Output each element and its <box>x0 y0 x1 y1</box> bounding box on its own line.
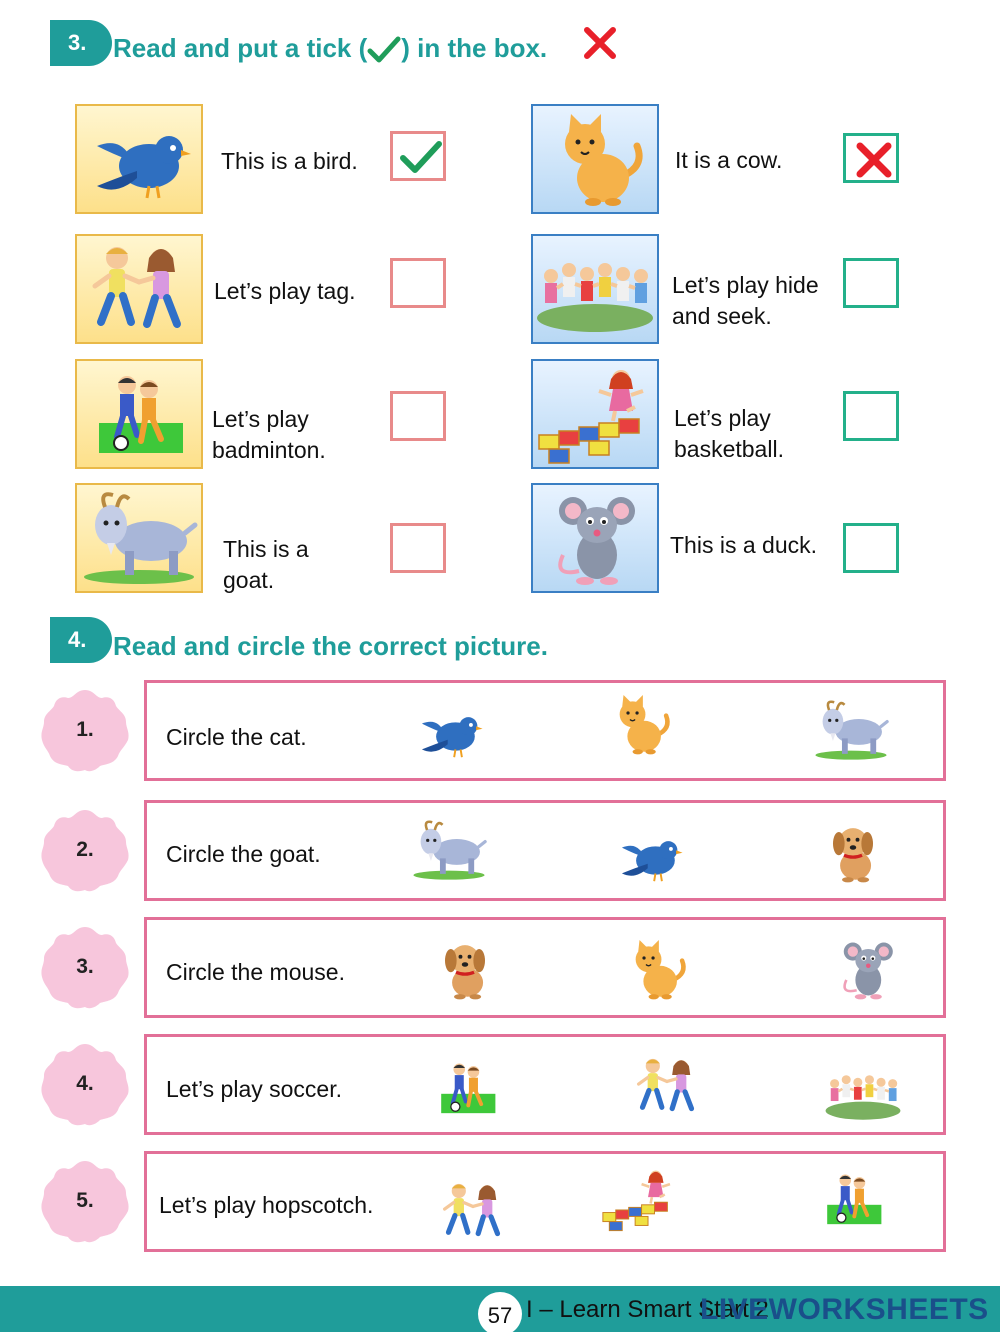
row-1-text: Circle the cat. <box>166 724 307 750</box>
row-3-number: 3. <box>76 955 94 978</box>
row-5-number: 5. <box>76 1189 94 1212</box>
kids-playing-soccer-icon <box>427 1053 507 1123</box>
dog-icon <box>425 934 505 1004</box>
section-3-title <box>113 33 547 65</box>
row-3-number-badge <box>38 923 132 1011</box>
picture-hide-seek-kids <box>531 234 659 344</box>
picture-tag-kids <box>75 234 203 344</box>
kids-playing-soccer-icon <box>813 1164 893 1234</box>
section-3-title-before: Read and put a tick ( <box>113 33 368 63</box>
section-4-badge <box>50 617 112 663</box>
row-4-option-tag-kids[interactable] <box>627 1051 707 1121</box>
section-3-number: 3. <box>68 30 87 55</box>
picture-cat <box>531 104 659 214</box>
circle-row-3 <box>144 917 946 1018</box>
row-2-number: 2. <box>76 838 94 861</box>
picture-soccer-kids <box>75 359 203 469</box>
row-1-number: 1. <box>76 718 94 741</box>
answer-box-5[interactable] <box>843 133 899 183</box>
row-2-option-goat[interactable] <box>409 815 489 885</box>
row-4-option-hide-seek-kids[interactable] <box>823 1057 903 1127</box>
row-3-option-dog[interactable] <box>425 934 505 1004</box>
answer-box-8[interactable] <box>843 523 899 573</box>
girl-playing-hopscotch-icon <box>599 1164 679 1234</box>
circle-row-2 <box>144 800 946 901</box>
picture-mouse <box>531 483 659 593</box>
answer-box-4[interactable] <box>390 523 446 573</box>
answer-box-7[interactable] <box>843 391 899 441</box>
kids-playing-hide-and-seek-icon <box>823 1057 903 1127</box>
picture-goat <box>75 483 203 593</box>
answer-box-1[interactable] <box>390 131 446 181</box>
mouse-icon <box>533 485 657 591</box>
answer-box-2[interactable] <box>390 258 446 308</box>
question-4-text: This is a goat. <box>223 536 309 593</box>
row-5-option-hopscotch-girl[interactable] <box>599 1164 679 1234</box>
row-1-option-bird[interactable] <box>409 697 489 767</box>
row-1-number-badge <box>38 686 132 774</box>
row-3-text: Circle the mouse. <box>166 959 345 985</box>
cross-icon <box>852 140 896 180</box>
page-number: 57 <box>478 1292 522 1336</box>
kids-playing-tag-icon <box>627 1051 707 1121</box>
row-5-option-tag-kids[interactable] <box>433 1176 513 1246</box>
picture-hopscotch-girl <box>531 359 659 469</box>
row-1-option-cat[interactable] <box>599 689 679 759</box>
mouse-icon <box>827 934 907 1004</box>
question-1-text: This is a bird. <box>221 148 358 174</box>
row-5-number-badge <box>38 1157 132 1245</box>
footer-text: I – Learn Smart Start 2 <box>526 1296 769 1323</box>
row-4-text: Let’s play soccer. <box>166 1076 343 1102</box>
kids-playing-tag-icon <box>433 1176 513 1246</box>
dog-icon <box>813 817 893 887</box>
section-3-title-after: ) in the box. <box>401 33 548 63</box>
row-5-text: Let’s play hopscotch. <box>159 1192 374 1218</box>
cat-icon <box>533 106 657 212</box>
cat-icon <box>599 689 679 759</box>
cat-icon <box>615 934 695 1004</box>
row-1-option-goat[interactable] <box>811 695 891 765</box>
question-7-text: Let’s play basketball. <box>674 405 784 462</box>
row-2-option-bird[interactable] <box>609 821 689 891</box>
row-2-number-badge <box>38 806 132 894</box>
question-3-text: Let’s play badminton. <box>212 406 326 463</box>
circle-row-5 <box>144 1151 946 1252</box>
answer-box-6[interactable] <box>843 258 899 308</box>
section-3-badge <box>50 20 112 66</box>
bird-icon <box>409 697 489 767</box>
cross-icon <box>582 26 618 60</box>
circle-row-4 <box>144 1034 946 1135</box>
row-2-option-dog[interactable] <box>813 817 893 887</box>
question-2-text: Let’s play tag. <box>214 278 356 304</box>
goat-icon <box>811 695 891 765</box>
circle-row-1 <box>144 680 946 781</box>
kids-playing-soccer-icon <box>77 361 201 467</box>
watermark: LIVEWORKSHEETS <box>700 1293 989 1326</box>
kids-playing-tag-icon <box>77 236 201 342</box>
row-2-text: Circle the goat. <box>166 841 321 867</box>
bird-icon <box>77 106 201 212</box>
row-3-option-mouse[interactable] <box>827 934 907 1004</box>
bird-icon <box>609 821 689 891</box>
girl-playing-hopscotch-icon <box>533 361 657 467</box>
question-5-text: It is a cow. <box>675 147 783 173</box>
row-4-option-soccer-kids[interactable] <box>427 1053 507 1123</box>
section-4-title: Read and circle the correct picture. <box>113 631 548 661</box>
question-6-text: Let’s play hide and seek. <box>672 272 819 329</box>
question-8-text: This is a duck. <box>670 532 817 558</box>
row-5-option-soccer-kids[interactable] <box>813 1164 893 1234</box>
goat-icon <box>77 485 201 591</box>
goat-icon <box>409 815 489 885</box>
row-4-number-badge <box>38 1040 132 1128</box>
tick-icon <box>399 138 443 178</box>
kids-playing-hide-and-seek-icon <box>533 236 657 342</box>
picture-bird <box>75 104 203 214</box>
row-3-option-cat[interactable] <box>615 934 695 1004</box>
row-4-number: 4. <box>76 1072 94 1095</box>
section-4-number: 4. <box>68 627 87 652</box>
tick-icon <box>367 35 401 65</box>
answer-box-3[interactable] <box>390 391 446 441</box>
